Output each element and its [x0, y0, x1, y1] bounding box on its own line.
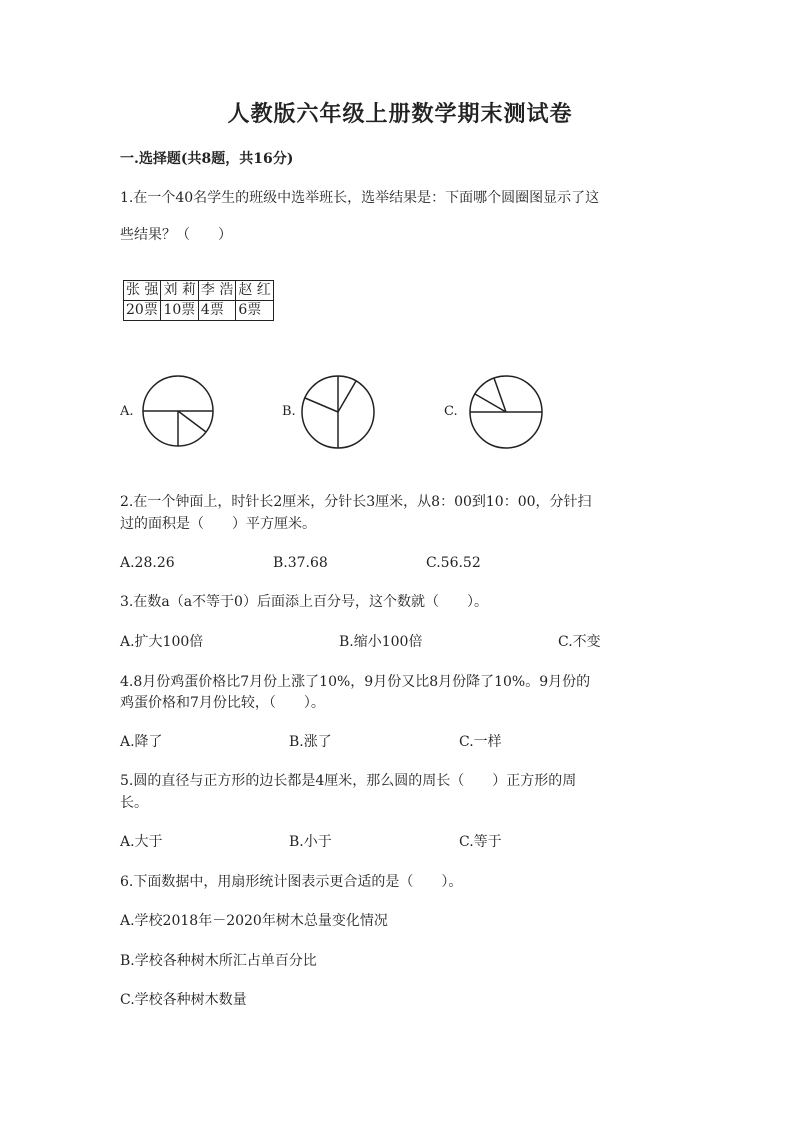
question-4-text-line2: 鸡蛋价格和7月份比较，（ ）。	[120, 695, 325, 711]
table-row	[124, 301, 274, 321]
pie-chart-c	[467, 373, 545, 451]
question-3-text: 3.在数a（a不等于0）后面添上百分号，这个数就（ ）。	[120, 594, 488, 610]
pie-b-divider	[338, 381, 356, 412]
table-cell-votes: 6票	[236, 301, 273, 321]
question-4-text-line1: 4.8月份鸡蛋价格比7月份上涨了10%，9月份又比8月份降了10%。9月份的	[120, 674, 591, 690]
option-c-label: C.	[444, 404, 458, 419]
pie-chart-b	[299, 373, 377, 451]
option-a: A.学校2018年－2020年树木总量变化情况	[120, 913, 388, 929]
option-c: C.等于	[459, 834, 502, 850]
option-b: B.学校各种树木所汇占单百分比	[120, 953, 317, 969]
question-1-text-line2: 些结果？（ ）	[120, 227, 232, 243]
option-b: B.37.68	[273, 555, 328, 571]
option-c: C.不变	[558, 634, 601, 650]
pie-chart-a	[140, 373, 216, 449]
question-5-text-line2: 长。	[120, 795, 148, 811]
option-a: A.扩大100倍	[120, 634, 204, 650]
pie-a-divider	[178, 411, 206, 432]
question-2-text-line1: 2.在一个钟面上，时针长2厘米，分针长3厘米，从8：00到10：00，分针扫	[120, 494, 592, 510]
question-6-text: 6.下面数据中，用扇形统计图表示更合适的是（ ）。	[120, 874, 463, 890]
option-c: C.一样	[459, 734, 502, 750]
option-a-label: A.	[120, 404, 134, 419]
option-b-label: B.	[282, 404, 296, 419]
page-title: 人教版六年级上册数学期末测试卷	[227, 101, 573, 127]
table-cell-name: 赵 红	[236, 281, 273, 301]
question-1-text-line1: 1.在一个40名学生的班级中选举班长，选举结果是：下面哪个圆圈图显示了这	[120, 190, 600, 206]
option-a: A.28.26	[120, 555, 175, 571]
table-cell-name: 刘 莉	[161, 281, 198, 301]
table-cell-votes: 4票	[198, 301, 235, 321]
question-2-text-line2: 过的面积是（ ）平方厘米。	[120, 516, 316, 532]
option-a: A.降了	[120, 734, 163, 750]
table-cell-name: 李 浩	[198, 281, 235, 301]
table-cell-votes: 20票	[124, 301, 161, 321]
section-heading: 一.选择题(共8题，共16分)	[120, 151, 294, 167]
option-b: B.涨了	[289, 734, 332, 750]
option-b: B.小于	[289, 834, 332, 850]
vote-results-table	[123, 280, 274, 321]
table-cell-name: 张 强	[124, 281, 161, 301]
pie-b-divider	[305, 398, 338, 412]
table-row	[124, 281, 274, 301]
option-a: A.大于	[120, 834, 163, 850]
option-c: C.56.52	[426, 555, 481, 571]
option-c: C.学校各种树木数量	[120, 992, 247, 1008]
option-b: B.缩小100倍	[339, 634, 423, 650]
table-cell-votes: 10票	[161, 301, 198, 321]
question-5-text-line1: 5.圆的直径与正方形的边长都是4厘米，那么圆的周长（ ）正方形的周	[120, 773, 577, 789]
